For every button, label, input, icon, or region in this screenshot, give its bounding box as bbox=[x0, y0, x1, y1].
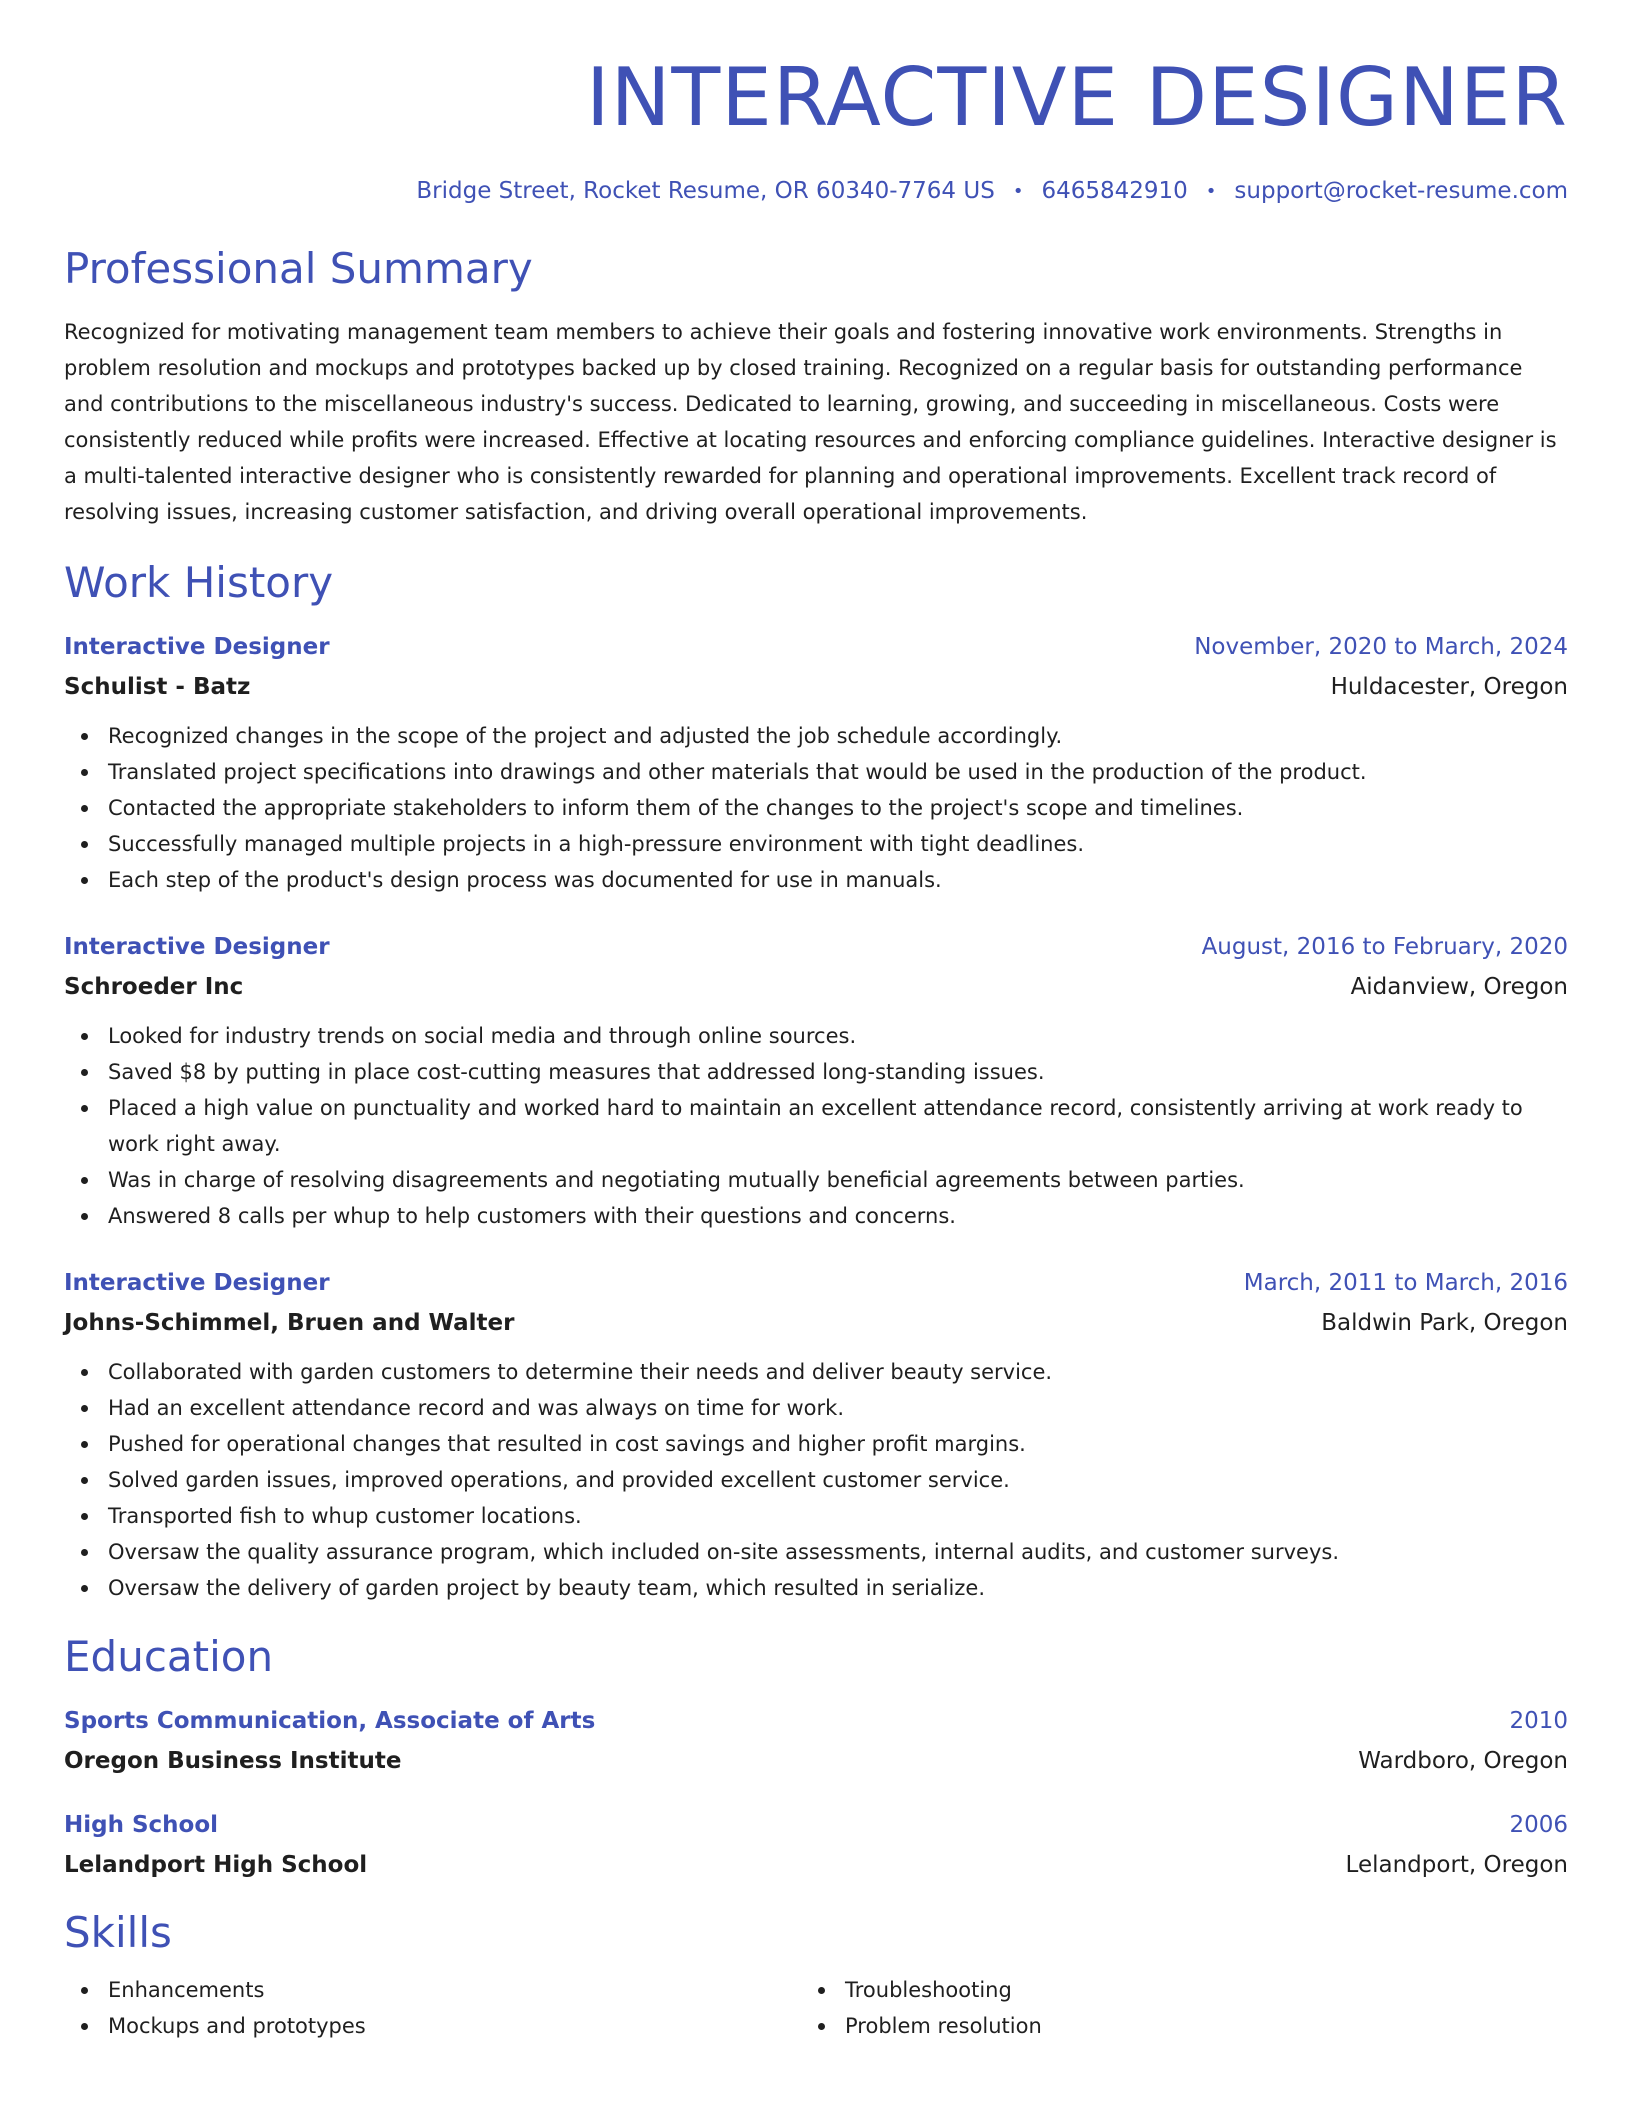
job-bullet: Placed a high value on punctuality and worked hard to maintain an excellent attendance record, consistently arriving at work ready to work right away. bbox=[108, 1090, 1568, 1162]
contact-separator: • bbox=[1012, 181, 1024, 202]
job-company: Schulist - Batz bbox=[64, 673, 251, 700]
job-bullet: Was in charge of resolving disagreements and negotiating mutually beneficial agreements between parties. bbox=[108, 1162, 1568, 1198]
job-entry bbox=[64, 932, 1568, 1234]
skills-list bbox=[64, 1972, 1568, 2044]
job-dates: March, 2011 to March, 2016 bbox=[1243, 1269, 1568, 1296]
resume-title: INTERACTIVE DESIGNER bbox=[585, 51, 1568, 144]
section-heading-summary: Professional Summary bbox=[64, 243, 533, 293]
job-bullet-list bbox=[64, 1018, 1568, 1234]
section-heading-skills: Skills bbox=[64, 1908, 172, 1958]
skills-column-right bbox=[801, 1972, 1538, 2044]
job-bullet-list bbox=[64, 718, 1568, 898]
skills-column-left bbox=[64, 1972, 801, 2044]
job-entry bbox=[64, 632, 1568, 898]
contact-separator: • bbox=[1205, 181, 1217, 202]
section-heading-education: Education bbox=[64, 1631, 274, 1681]
job-bullet: Pushed for operational changes that resulted in cost savings and higher profit margins. bbox=[108, 1426, 1568, 1462]
education-entry bbox=[64, 1810, 1568, 1880]
education-year: 2006 bbox=[1509, 1812, 1568, 1839]
education-location: Wardboro, Oregon bbox=[1358, 1748, 1568, 1775]
job-bullet: Successfully managed multiple projects in a high-pressure environment with tight deadlines. bbox=[108, 826, 1568, 862]
job-location: Aidanview, Oregon bbox=[1350, 973, 1568, 1000]
skill-item: Mockups and prototypes bbox=[108, 2008, 801, 2044]
job-bullet: Saved $8 by putting in place cost-cutting measures that addressed long-standing issues. bbox=[108, 1054, 1568, 1090]
contact-line bbox=[64, 178, 1568, 206]
contact-address: Bridge Street, Rocket Resume, OR 60340-7764 US bbox=[416, 178, 995, 204]
job-bullet: Answered 8 calls per whup to help customers with their questions and concerns. bbox=[108, 1198, 1568, 1234]
job-bullet: Recognized changes in the scope of the project and adjusted the job schedule accordingly. bbox=[108, 718, 1568, 754]
job-dates: August, 2016 to February, 2020 bbox=[1201, 933, 1568, 960]
job-bullet: Translated project specifications into drawings and other materials that would be used in the production of the product. bbox=[108, 754, 1568, 790]
education-location: Lelandport, Oregon bbox=[1345, 1852, 1568, 1879]
education-entry bbox=[64, 1706, 1568, 1776]
job-role: Interactive Designer bbox=[64, 933, 330, 960]
job-bullet: Each step of the product's design process was documented for use in manuals. bbox=[108, 862, 1568, 898]
section-heading-work-history: Work History bbox=[64, 557, 334, 607]
skill-item: Enhancements bbox=[108, 1972, 801, 2008]
job-bullet: Had an excellent attendance record and was always on time for work. bbox=[108, 1390, 1568, 1426]
education-school: Lelandport High School bbox=[64, 1852, 368, 1879]
contact-phone: 6465842910 bbox=[1041, 178, 1188, 204]
job-entry bbox=[64, 1268, 1568, 1606]
job-bullet: Looked for industry trends on social media and through online sources. bbox=[108, 1018, 1568, 1054]
job-bullet: Oversaw the delivery of garden project by beauty team, which resulted in serialize. bbox=[108, 1570, 1568, 1606]
skill-item: Problem resolution bbox=[845, 2008, 1538, 2044]
education-degree: Sports Communication, Associate of Arts bbox=[64, 1708, 596, 1735]
contact-email: support@rocket-resume.com bbox=[1234, 178, 1568, 204]
education-year: 2010 bbox=[1509, 1708, 1568, 1735]
job-bullet: Oversaw the quality assurance program, which included on-site assessments, internal audits, and customer surveys. bbox=[108, 1534, 1568, 1570]
job-location: Huldacester, Oregon bbox=[1330, 673, 1568, 700]
job-role: Interactive Designer bbox=[64, 1269, 330, 1296]
job-bullet-list bbox=[64, 1354, 1568, 1606]
job-location: Baldwin Park, Oregon bbox=[1321, 1309, 1568, 1336]
job-company: Johns-Schimmel, Bruen and Walter bbox=[64, 1309, 515, 1336]
skill-item: Troubleshooting bbox=[845, 1972, 1538, 2008]
job-bullet: Contacted the appropriate stakeholders to inform them of the changes to the project's scope and timelines. bbox=[108, 790, 1568, 826]
job-bullet: Collaborated with garden customers to determine their needs and deliver beauty service. bbox=[108, 1354, 1568, 1390]
job-bullet: Solved garden issues, improved operations, and provided excellent customer service. bbox=[108, 1462, 1568, 1498]
job-bullet: Transported fish to whup customer locations. bbox=[108, 1498, 1568, 1534]
job-company: Schroeder Inc bbox=[64, 973, 244, 1000]
job-dates: November, 2020 to March, 2024 bbox=[1194, 633, 1568, 660]
education-school: Oregon Business Institute bbox=[64, 1748, 402, 1775]
summary-text: Recognized for motivating management team members to achieve their goals and fostering innovative work environments. Strengths in problem resolution and mockups and prototypes backed up by closed training. Recognized on a regular basis for outstanding performance and contributions to the miscellaneous industry's success. Dedicated to learning, growing, and succeeding in miscellaneous. Costs were consistently reduced while profits were increased. Effective at locating resources and enforcing compliance guidelines. Interactive designer is a multi-talented interactive designer who is consistently rewarded for planning and operational improvements. Excellent track record of resolving issues, increasing customer satisfaction, and driving overall operational improvements. bbox=[64, 319, 1557, 524]
job-role: Interactive Designer bbox=[64, 633, 330, 660]
education-degree: High School bbox=[64, 1812, 219, 1839]
